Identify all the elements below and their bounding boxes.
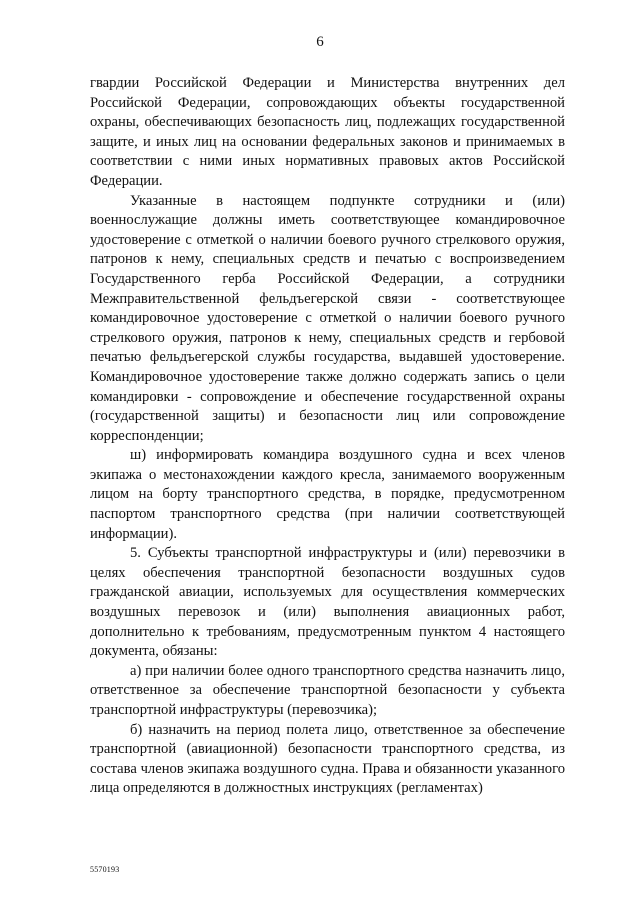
page-number: 6 (316, 34, 324, 50)
paragraph-item-sh: ш) информировать командира воздушного судна и всех членов экипажа о местонахождении каждого кресла, занимаемого вооруженным лицом на борту транспортного средства, в порядке, предусмотренном паспортом транспортного средства (при наличии соответствующей информации). (90, 447, 565, 542)
paragraph-item-a: а) при наличии более одного транспортного средства назначить лицо, ответственное за обеспечение транспортной безопасности у субъекта транспортной инфраструктуры (перевозчика); (90, 662, 565, 718)
document-code: 5570193 (90, 865, 120, 874)
paragraph-section-5: 5. Субъекты транспортной инфраструктуры и (или) перевозчики в целях обеспечения транспортной безопасности воздушных судов гражданской авиации, используемых для осуществления коммерческих воздушных перевозок и (или) выполнения авиационных работ, дополнительно к требованиям, предусмотренным пунктом 4 настоящего документа, обязаны: (90, 545, 565, 660)
paragraph-continuation: гвардии Российской Федерации и Министерства внутренних дел Российской Федерации, сопровождающих объекты государственной охраны, обеспечивающих безопасность лиц, подлежащих государственной защите, и иных лиц на основании федеральных законов и принимаемых в соответствии с ними иных нормативных правовых актов Российской Федерации. (90, 75, 565, 189)
paragraph-credentials: Указанные в настоящем подпункте сотрудники и (или) военнослужащие должны иметь соответствующее командировочное удостоверение с отметкой о наличии боевого ручного стрелкового оружия, патронов к нему, специальных средств и печатью с воспроизведением Государственного герба Российской Федерации, а сотрудники Межправительственной фельдъегерской связи - соответствующее командировочное удостоверение с отметкой о наличии боевого ручного стрелкового оружия, патронов к нему, специальных средств и гербовой печатью фельдъегерской службы государства, выдавшей удостоверение. Командировочное удостоверение также должно содержать запись о цели командировки - сопровождение и обеспечение государственной охраны (государственной защиты) и безопасности лиц или сопровождение корреспонденции; (90, 192, 565, 444)
document-body (90, 74, 565, 799)
paragraph-item-b: б) назначить на период полета лицо, ответственное за обеспечение транспортной (авиационной) безопасности транспортного средства, из состава членов экипажа воздушного судна. Права и обязанности указанного лица определяются в должностных инструкциях (регламентах) (90, 721, 565, 797)
